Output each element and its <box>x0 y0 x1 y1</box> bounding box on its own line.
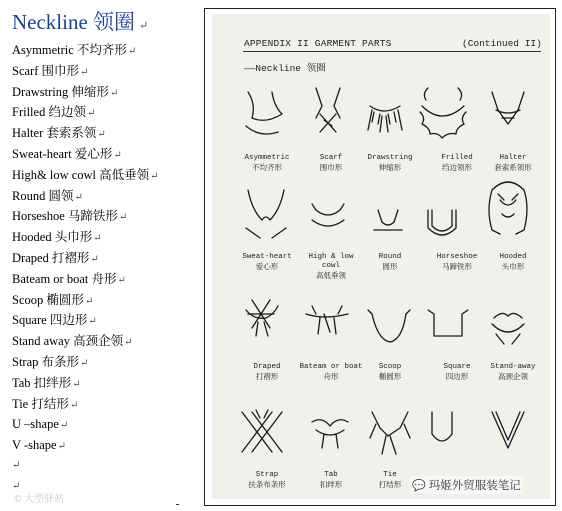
caption-english: Frilled <box>441 154 473 162</box>
caption-english: Strap <box>255 471 279 479</box>
hooded-neckline-sketch <box>489 182 527 234</box>
caption-english: Stand-away <box>490 363 536 371</box>
term-text: Bateam or boat 舟形 <box>12 271 117 286</box>
caption-chinese: 打结形 <box>378 480 402 489</box>
paragraph-mark: ↵ <box>74 191 83 203</box>
sketch-caption <box>481 253 545 271</box>
term-item <box>12 396 78 414</box>
term-text: Asymmetric 不均齐形 <box>12 43 127 57</box>
paragraph-mark: ↵ <box>93 233 102 245</box>
sketch-caption <box>425 253 489 271</box>
stand-away-neckline-sketch <box>492 313 524 344</box>
term-item <box>12 416 68 434</box>
text-cursor <box>176 504 179 505</box>
caption-chinese: 椭圆形 <box>378 372 402 381</box>
caption-english: Asymmetric <box>244 154 290 162</box>
sketch-caption <box>481 363 545 381</box>
caption-chinese: 围巾形 <box>319 163 343 172</box>
term-text: V -shape <box>12 438 57 453</box>
sketch-caption <box>299 471 363 489</box>
caption-chinese: 绉边领形 <box>442 163 472 172</box>
term-item <box>12 125 106 143</box>
paragraph-mark: ↵ <box>57 441 66 453</box>
term-item <box>12 188 83 206</box>
title-text: Neckline 领圈 <box>12 10 136 34</box>
caption-english: Hooded <box>499 253 527 261</box>
caption-english: Square <box>443 363 471 371</box>
sketch-caption <box>481 154 545 172</box>
term-item <box>12 84 118 102</box>
sketch-caption <box>299 253 363 280</box>
paragraph-mark: ↵ <box>118 212 128 224</box>
term-text: Horseshoe 马蹄铁形 <box>12 209 118 224</box>
term-item <box>12 354 88 372</box>
caption-chinese: 伸缩形 <box>378 163 402 172</box>
term-item <box>12 375 81 393</box>
term-text: Square 四边形 <box>12 313 88 328</box>
sketch-caption <box>358 363 422 381</box>
drawstring-neckline-sketch <box>368 106 402 132</box>
caption-english: Halter <box>499 154 527 162</box>
neckline-subheading: ——Neckline 领圈 <box>244 63 326 74</box>
appendix-heading: APPENDIX II GARMENT PARTS <box>244 38 392 49</box>
paragraph-mark: ↵ <box>127 46 137 57</box>
strap-neckline-sketch <box>242 410 282 452</box>
caption-english: Horseshoe <box>436 253 478 261</box>
v-shape-neckline-sketch <box>492 412 524 448</box>
square-neckline-sketch <box>428 310 468 336</box>
caption-chinese: 四边形 <box>445 372 469 381</box>
paragraph-mark: ↵ <box>109 87 119 99</box>
caption-chinese: 高颈企领 <box>498 372 528 381</box>
frilled-neckline-sketch <box>420 88 466 138</box>
sketch-caption <box>299 154 363 172</box>
caption-chinese: 打褶形 <box>255 372 279 381</box>
term-text: Scarf 围巾形 <box>12 63 79 78</box>
term-item <box>12 42 136 60</box>
page-title <box>12 6 148 36</box>
caption-chinese: 扣绊形 <box>319 480 343 489</box>
paragraph-mark: ↵ <box>124 337 133 349</box>
paragraph-mark: ↵ <box>113 150 122 161</box>
term-item <box>12 271 126 289</box>
paragraph-mark: ↵ <box>72 378 81 390</box>
caption-chinese: 圆形 <box>382 262 398 271</box>
caption-english: Drawstring <box>367 154 413 162</box>
paragraph-mark: ↵ <box>80 358 89 369</box>
term-text: Frilled 绉边领 <box>12 105 86 120</box>
term-item <box>12 333 133 351</box>
caption-chinese: 高低垂领 <box>316 271 346 280</box>
term-text: Tie 打结形 <box>12 396 69 411</box>
caption-english: Bateam or boat <box>299 363 363 371</box>
caption-english: Draped <box>253 363 281 371</box>
term-item <box>12 146 122 164</box>
sketch-caption <box>235 253 299 271</box>
caption-chinese: 舟形 <box>323 372 339 381</box>
sketch-caption <box>425 363 489 381</box>
term-text: Stand away 高颈企领 <box>12 334 124 349</box>
cowl-neckline-sketch <box>312 204 344 226</box>
boat-neckline-sketch <box>306 306 348 334</box>
caption-chinese: 套索系领形 <box>494 163 532 172</box>
caption-chinese: 不均齐形 <box>252 163 282 172</box>
term-text: Halter 套索系领 <box>12 126 97 141</box>
term-text: Drawstring 伸缩形 <box>12 84 109 99</box>
term-item <box>12 312 97 330</box>
term-text: Tab 扣绊形 <box>12 375 72 390</box>
sketch-caption <box>235 154 299 172</box>
wechat-icon: 💬 <box>412 479 426 492</box>
term-item <box>12 208 127 226</box>
paragraph-mark: ↵ <box>97 129 106 141</box>
sweetheart-neckline-sketch <box>246 190 286 238</box>
asymmetric-neckline-sketch <box>246 92 282 134</box>
sketch-caption <box>235 471 299 489</box>
caption-english: Tab <box>324 471 338 479</box>
term-text: Draped 打褶形 <box>12 251 90 265</box>
document-text-panel <box>0 0 205 511</box>
left-watermark: © 大型驿站 <box>14 494 65 505</box>
caption-english: Scoop <box>378 363 402 371</box>
paragraph-mark: ↵ <box>80 66 89 78</box>
caption-chinese: 爱心形 <box>255 262 279 271</box>
sketch-caption <box>358 154 422 172</box>
term-item <box>12 229 102 247</box>
caption-chinese: 马蹄铁形 <box>442 262 472 271</box>
sketch-caption <box>425 154 489 172</box>
caption-english: Scarf <box>319 154 343 162</box>
scoop-neckline-sketch <box>368 310 410 342</box>
caption-english: High & low cowl <box>308 253 354 270</box>
sketch-caption <box>358 253 422 271</box>
term-item <box>12 437 66 455</box>
tab-neckline-sketch <box>312 420 348 448</box>
term-text: Strap 布条形 <box>12 355 80 369</box>
u-shape-neckline-sketch <box>432 412 452 441</box>
term-text: High& low cowl 高低垂领 <box>12 167 150 182</box>
caption-english: Sweat-heart <box>242 253 292 261</box>
term-text: Scoop 椭圆形 <box>12 292 84 307</box>
right-watermark <box>410 476 523 494</box>
draped-neckline-sketch <box>246 300 278 336</box>
term-item <box>12 250 99 268</box>
term-item <box>12 167 159 185</box>
term-item <box>12 292 93 310</box>
term-text: U –shape <box>12 417 59 432</box>
paragraph-mark: ↵ <box>86 108 96 120</box>
empty-paragraph-mark: ↵ <box>12 480 21 492</box>
term-text: Hooded 头巾形 <box>12 230 93 245</box>
caption-chinese: 扶条布条形 <box>248 480 286 489</box>
halter-neckline-sketch <box>492 92 524 124</box>
term-text: Round 圆领 <box>12 188 74 203</box>
paragraph-mark: ↵ <box>84 295 94 307</box>
paragraph-mark: ↵ <box>90 254 99 265</box>
caption-english: Round <box>378 253 402 261</box>
term-text: Sweat-heart 爱心形 <box>12 147 113 161</box>
sketch-caption <box>235 363 299 381</box>
paragraph-mark: ↵ <box>117 274 126 286</box>
horseshoe-neckline-sketch <box>428 210 456 235</box>
term-item <box>12 63 88 81</box>
term-item <box>12 104 95 122</box>
paragraph-mark: ↵ <box>69 399 79 411</box>
caption-chinese: 头巾形 <box>501 262 525 271</box>
paragraph-mark: ↵ <box>88 316 97 328</box>
paragraph-mark: ↵ <box>150 170 159 182</box>
caption-english: Tie <box>383 471 397 479</box>
round-neckline-sketch <box>374 210 402 230</box>
continued-label: (Continued II) <box>462 38 542 49</box>
paragraph-mark: ↵ <box>59 420 69 432</box>
watermark-text: 玛姬外贸服装笔记 <box>428 478 521 492</box>
scarf-neckline-sketch <box>316 88 340 132</box>
sketch-caption <box>299 363 363 381</box>
empty-paragraph-mark: ↵ <box>12 460 21 471</box>
paragraph-mark: ↵ <box>139 20 149 32</box>
tie-neckline-sketch <box>370 412 410 454</box>
